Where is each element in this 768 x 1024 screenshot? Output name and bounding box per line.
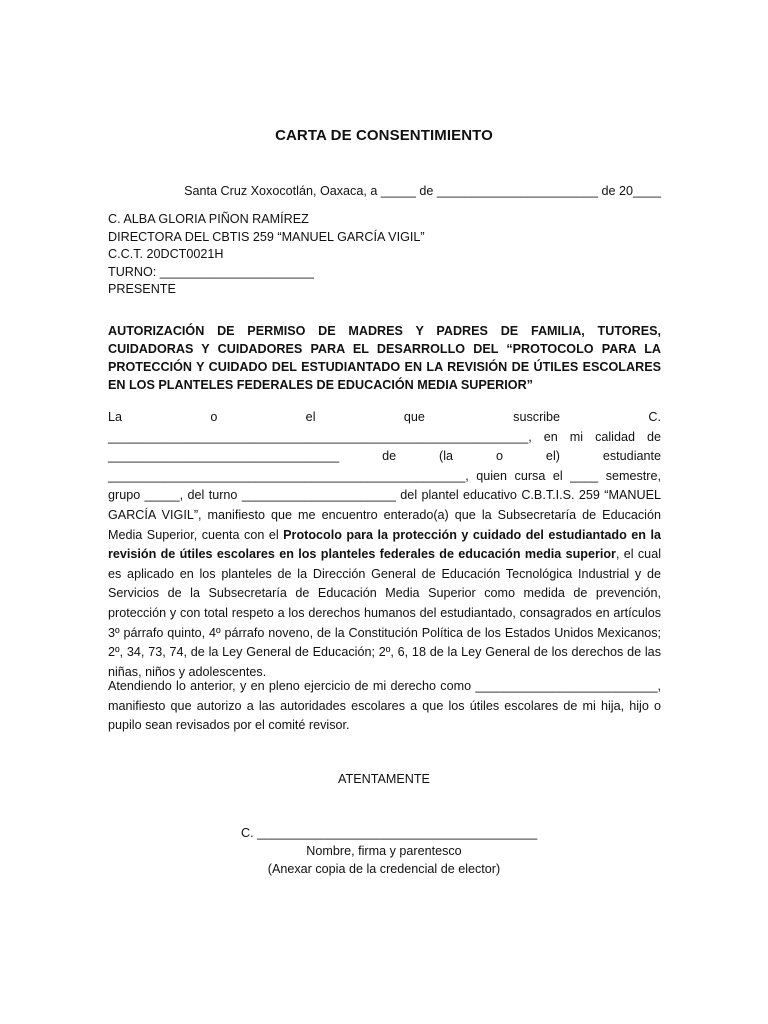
addressee-position: DIRECTORA DEL CBTIS 259 “MANUEL GARCÍA VIGIL” xyxy=(108,229,425,244)
body-paragraph-1 xyxy=(108,408,661,682)
addressee-turno: TURNO: ______________________ xyxy=(108,264,314,279)
addressee-presente: PRESENTE xyxy=(108,282,176,296)
signature-note: (Anexar copia de la credencial de elector) xyxy=(267,861,501,876)
addressee-cct: C.C.T. 20DCT0021H xyxy=(108,247,224,261)
addressee-name: C. ALBA GLORIA PIÑON RAMÍREZ xyxy=(108,212,309,226)
body-paragraph-2: Atendiendo lo anterior, y en pleno ejercicio de mi derecho como __________________________, manifiesto que autorizo a las autoridades escolares a que los útiles escolares de mi hija, hijo o pupilo sean revisados por el comité revisor. xyxy=(108,679,661,733)
date-line: Santa Cruz Xoxocotlán, Oaxaca, a _____ de _______________________ de 20____ xyxy=(184,184,661,198)
addressee-block xyxy=(108,211,668,299)
paragraph-1-text-a: La o el que suscribe C. ____________________________________________________________, en mi calidad de _________________________________ de (la o el) estudiante ___________________________________________________, quien cursa el ____ semestre, grupo _____, del turno ______________________ del plantel educativo C.B.T.I.S. 259 “MANUEL GARCÍA VIGIL”, manifiesto que me encuentro enterado(a) que la Subsecretaría de Educación Media Superior, cuenta con el xyxy=(108,410,661,542)
signature-caption-block xyxy=(0,843,768,878)
document-title: CARTA DE CONSENTIMIENTO xyxy=(275,127,493,144)
signature-line: C. ________________________________________ xyxy=(241,826,538,840)
paragraph-1-text-b: , el cual es aplicado en los planteles de la Dirección General de Educación Tecnológica Industrial y de Servicios de la Subsecretaría de Educación Media Superior como medida de prevención, protección y con total respeto a los derechos humanos del estudiantado, consagrados en artículos 3º párrafo quinto, 4º párrafo noveno, de la Constitución Política de los Estados Unidos Mexicanos; 2º, 34, 73, 74, de la Ley General de Educación; 2º, 6, 18 de la Ley General de los derechos de las niñas, niños y adolescentes. xyxy=(108,547,661,679)
closing-text: ATENTAMENTE xyxy=(338,772,430,786)
subject-heading: AUTORIZACIÓN DE PERMISO DE MADRES Y PADRES DE FAMILIA, TUTORES, CUIDADORAS Y CUIDADORES PARA EL DESARROLLO DEL “PROTOCOLO PARA LA PROTECCIÓN Y CUIDADO DEL ESTUDIANTADO EN LA REVISIÓN DE ÚTILES ESCOLARES EN LOS PLANTELES FEDERALES DE EDUCACIÓN MEDIA SUPERIOR” xyxy=(108,324,661,392)
signature-caption: Nombre, firma y parentesco xyxy=(306,844,462,858)
paragraph-1-bold-protocol: Protocolo para la protección y cuidado del estudiantado en la revisión de útiles escolares en los planteles federales de educación media superior xyxy=(108,527,661,562)
